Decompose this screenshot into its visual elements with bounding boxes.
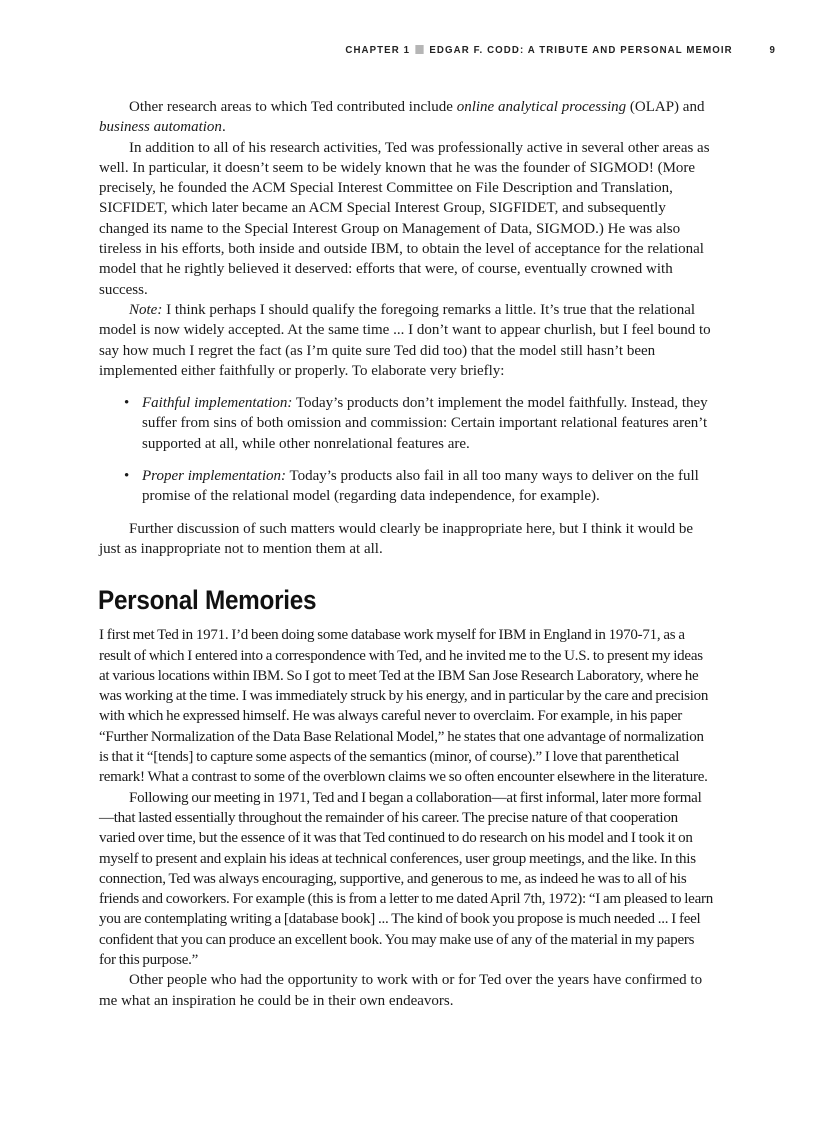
emphasis-business-automation: business automation xyxy=(99,119,222,136)
list-item-label: Faithful implementation: xyxy=(142,395,293,412)
separator-square-icon xyxy=(416,45,424,54)
list-item-faithful xyxy=(99,393,713,454)
body-text xyxy=(99,97,713,1011)
list-item-label: Proper implementation: xyxy=(142,468,287,485)
paragraph-other-research xyxy=(99,97,713,138)
implementation-list xyxy=(99,393,713,506)
text-run: I think perhaps I should qualify the foregoing remarks a little. It’s true that the relational model is now widely accepted. At the same time ... I don’t want to appear churlish, but I feel bound to say how much I regret the fact (as I’m quite sure Ted did too) that the model still hasn’t been implemented either faithfully or properly. To elaborate very briefly: xyxy=(99,301,711,379)
page-number: 9 xyxy=(769,44,776,56)
chapter-label: CHAPTER 1 xyxy=(345,44,411,56)
paragraph-inspiration: Other people who had the opportunity to work with or for Ted over the years have confirmed to me what an inspiration he could be in their own endeavors. xyxy=(99,972,703,1009)
emphasis-olap: online analytical processing xyxy=(456,99,627,115)
note-label: Note: xyxy=(129,301,163,318)
paragraph-collaboration: Following our meeting in 1971, Ted and I began a collaboration—at first informal, later more formal—that lasted essentially throughout the remainder of his career. The precise nature of that cooperation varied over time, but the essence of it was that Ted continued to do research on his model and I took it on myself to present and explain his ideas at technical conferences, user group meetings, and the like. In this connection, Ted was always encouraging, supportive, and generous to me, as indeed he was to all of his friends and coworkers. For example (this is from a letter to me dated April 7th, 1972): “I am pleased to learn you are contemplating writing a [database book] ... The kind of book you propose is much needed ... I feel confident that you can produce an excellent book. You may make use of any of the material in my papers for this purpose.” xyxy=(99,789,713,968)
bullet-icon: • xyxy=(124,395,130,412)
list-item-text: Today’s products don’t implement the model faithfully. Instead, they suffer from sins of both omission and commission: Certain important relational features aren’t supported at all, while other nonrelational features are. xyxy=(142,395,708,452)
text-run: . xyxy=(221,119,226,136)
paragraph-first-met: I first met Ted in 1971. I’d been doing some database work myself for IBM in England in 1970-71, as a result of which I entered into a correspondence with Ted, and he invited me to the U.S. to present my ideas at various locations within IBM. So I got to meet Ted at the IBM San Jose Research Laboratory, where he was working at the time. I was immediately struck by his energy, and in particular by the care and precision with which he expressed himself. He was always careful never to overclaim. For example, in his paper “Further Normalization of the Data Base Relational Model,” he states that one advantage of normalization is that it “[tends] to capture some aspects of the semantics (minor, of course).” I love that parenthetical remark! What a contrast to some of the overblown claims we so often encounter elsewhere in the literature. xyxy=(99,627,709,786)
list-item-text: Today’s products also fail in all too many ways to deliver on the full promise of the relational model (regarding data independence, for example). xyxy=(142,468,699,505)
section-heading: Personal Memories xyxy=(98,585,317,616)
text-run: (OLAP) and xyxy=(626,99,705,115)
text-run: Other research areas to which Ted contributed include xyxy=(129,99,457,115)
paragraph-sigmod: In addition to all of his research activities, Ted was professionally active in several other areas as well. In particular, it doesn’t seem to be widely known that he was the founder of SIGMOD! (More precisely, he founded the ACM Special Interest Committee on File Description and Translation, SICFIDET, which later became an ACM Special Interest Group, SIGFIDET, and subsequently changed its name to the Special Interest Group on Management of Data, SIGMOD.) He was also tireless in his efforts, both inside and outside IBM, to obtain the level of acceptance for the relational model that he rightly believed it deserved: efforts that were, of course, eventually crowned with success. xyxy=(99,139,710,298)
chapter-title: EDGAR F. CODD: A TRIBUTE AND PERSONAL MEMOIR xyxy=(429,44,733,56)
paragraph-further-discussion: Further discussion of such matters would clearly be inappropriate here, but I think it would be just as inappropriate not to mention them at all. xyxy=(99,520,694,557)
running-header xyxy=(62,44,776,56)
paragraph-note xyxy=(99,300,713,381)
bullet-icon: • xyxy=(124,468,130,485)
list-item-proper xyxy=(99,466,713,507)
